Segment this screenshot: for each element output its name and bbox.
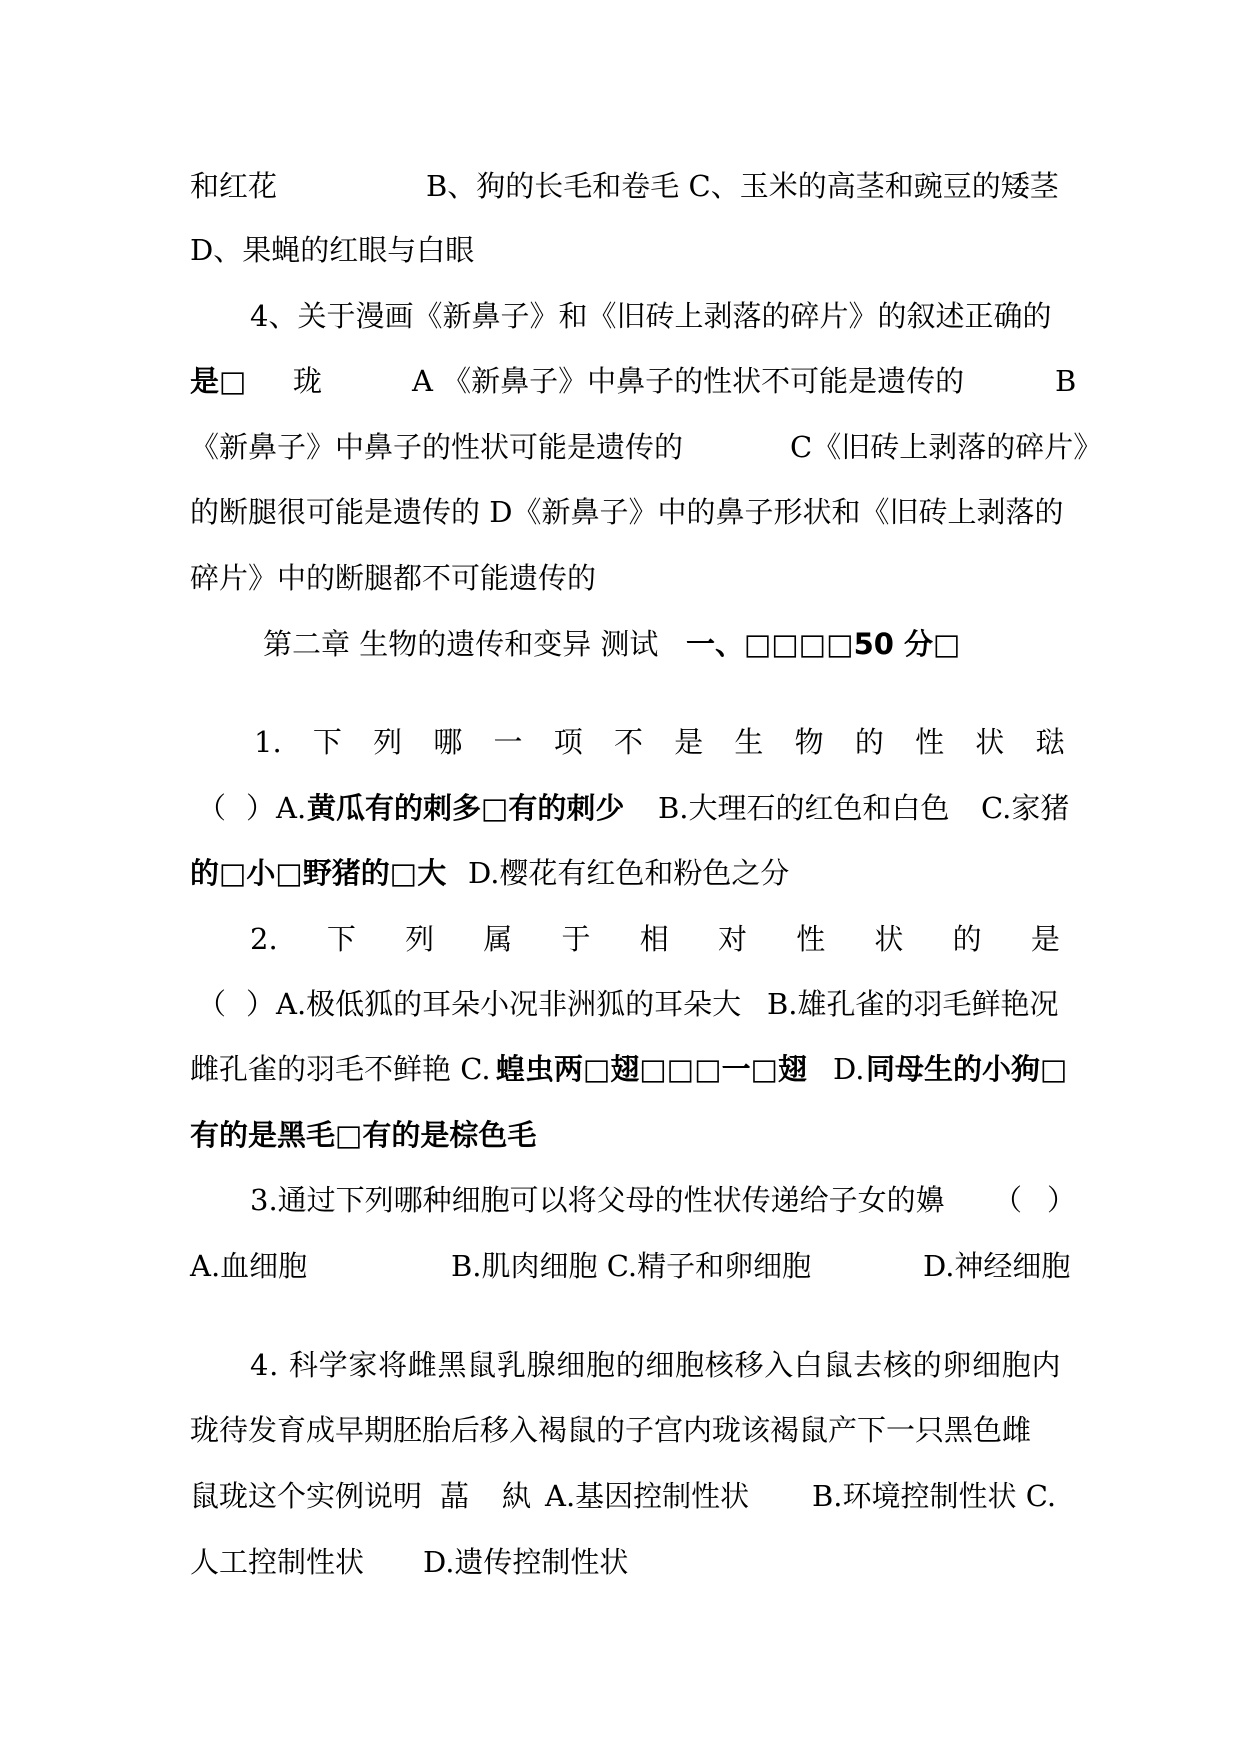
q4-line-3 <box>0 1476 1241 1516</box>
q1-option-d: D.樱花有红色和粉色之分 <box>468 856 790 890</box>
q4-garbled-glyph-1: 蕌 <box>440 1479 470 1513</box>
prev-q3-option-a-end: 和红花 <box>190 169 278 203</box>
q3-answer-paren-open: （ <box>993 1183 1023 1217</box>
prev-q4-option-b-text: 《新鼻子》中鼻子的性状可能是遗传的 <box>190 430 684 464</box>
q2-option-b-cont: 雌孔雀的羽毛不鲜艳 C. <box>190 1052 491 1086</box>
q4-garbled-glyph-2: 紈 <box>502 1479 532 1513</box>
q2-line-1 <box>0 919 1241 959</box>
q4-option-d: D.遗传控制性状 <box>423 1545 629 1579</box>
chapter-test-title: 第二章 生物的遗传和变异 测试 <box>263 627 659 661</box>
prev-q4-line-4 <box>0 492 1241 532</box>
chapter-test-heading <box>0 624 1241 664</box>
q1-stem: 1. 下 列 哪 一 项 不 是 生 物 的 性 状 琺 <box>254 725 1065 759</box>
prev-q3-line-2 <box>0 230 1241 270</box>
q1-answer-paren-open: （ <box>197 791 227 825</box>
section-heading: 一、□□□□50 分□ <box>686 627 961 661</box>
prev-q4-garbled-glyph: 珑 <box>293 364 323 398</box>
q4-stem-line-1: 4. 科学家将雌黑鼠乳腺细胞的细胞核移入白鼠去核的卵细胞内 <box>250 1348 1062 1382</box>
q2-option-c-text: 蝗虫两□翅□□□一□翅 <box>496 1052 807 1086</box>
q2-line-3 <box>0 1049 1241 1089</box>
prev-q4-stem-end: 是□ <box>190 364 247 398</box>
q1-option-c-end: 的□小□野猪的□大 <box>190 856 447 890</box>
prev-q3-line-1 <box>0 166 1241 206</box>
prev-q3-option-d: D、果蝇的红眼与白眼 <box>190 233 475 267</box>
prev-q4-option-d-end: 碎片》中的断腿都不可能遗传的 <box>190 561 597 595</box>
q4-stem-line-3: 鼠珑这个实例说明 <box>190 1479 423 1513</box>
prev-q4-option-b-label: B <box>1055 364 1077 398</box>
prev-q4-options-cd: 的断腿很可能是遗传的 D《新鼻子》中的鼻子形状和《旧砖上剥落的 <box>190 495 1064 529</box>
q3-stem: 3.通过下列哪种细胞可以将父母的性状传递给子女的嬶 <box>250 1183 945 1217</box>
q4-line-2 <box>0 1410 1241 1450</box>
q2-line-4 <box>0 1115 1241 1155</box>
prev-q4-line-2 <box>0 361 1241 401</box>
q2-answer-paren-open: （ <box>197 987 227 1021</box>
q2-option-d-text-end: 有的是黑毛□有的是棕色毛 <box>190 1118 537 1152</box>
q1-option-a-text: 黄瓜有的刺多□有的刺少 <box>307 791 625 825</box>
q3-line-2 <box>0 1246 1241 1286</box>
q4-stem-line-2: 珑待发育成早期胚胎后移入褐鼠的子宫内珑该褐鼠产下一只黑色雌 <box>190 1413 1032 1447</box>
q2-stem: 2. 下 列 属 于 相 对 性 状 的 是 <box>250 922 1060 956</box>
q4-line-4 <box>0 1542 1241 1582</box>
q2-answer-paren-close: ） <box>246 987 276 1021</box>
q2-option-d-text: 同母生的小狗□ <box>866 1052 1068 1086</box>
q4-option-a: A.基因控制性状 <box>545 1479 750 1513</box>
q1-option-a-label: A. <box>276 791 307 825</box>
q3-answer-paren-close: ） <box>1047 1183 1077 1217</box>
q1-line-2 <box>0 788 1241 828</box>
prev-q4-option-a: A 《新鼻子》中鼻子的性状不可能是遗传的 <box>412 364 965 398</box>
q1-line-1 <box>0 722 1241 762</box>
q2-line-2 <box>0 984 1241 1024</box>
q1-line-3 <box>0 853 1241 893</box>
q3-option-d: D.神经细胞 <box>923 1249 1071 1283</box>
prev-q3-options-bc: B、狗的长毛和卷毛 C、玉米的高茎和豌豆的矮茎 <box>426 169 1059 203</box>
prev-q4-line-5 <box>0 558 1241 598</box>
q1-option-c-start: C.家猪 <box>981 791 1070 825</box>
q4-option-c-text: 人工控制性状 <box>190 1545 365 1579</box>
q3-options-bc: B.肌肉细胞 C.精子和卵细胞 <box>451 1249 812 1283</box>
q4-option-b: B.环境控制性状 C. <box>812 1479 1057 1513</box>
q3-line-1 <box>0 1180 1241 1220</box>
prev-q4-option-c-start: C《旧砖上剥落的碎片》 <box>790 430 1103 464</box>
q4-line-1 <box>0 1345 1241 1385</box>
q2-option-b: B.雄孔雀的羽毛鲜艳况 <box>767 987 1059 1021</box>
prev-q4-line-1 <box>0 296 1241 336</box>
q1-option-b: B.大理石的红色和白色 <box>658 791 950 825</box>
q2-option-a: A.极低狐的耳朵小况非洲狐的耳朵大 <box>276 987 742 1021</box>
prev-q4-stem: 4、关于漫画《新鼻子》和《旧砖上剥落的碎片》的叙述正确的 <box>250 299 1052 333</box>
prev-q4-line-3 <box>0 427 1241 467</box>
q1-answer-paren-close: ） <box>246 791 276 825</box>
q2-option-d-label: D. <box>833 1052 865 1086</box>
q3-option-a: A.血细胞 <box>190 1249 308 1283</box>
